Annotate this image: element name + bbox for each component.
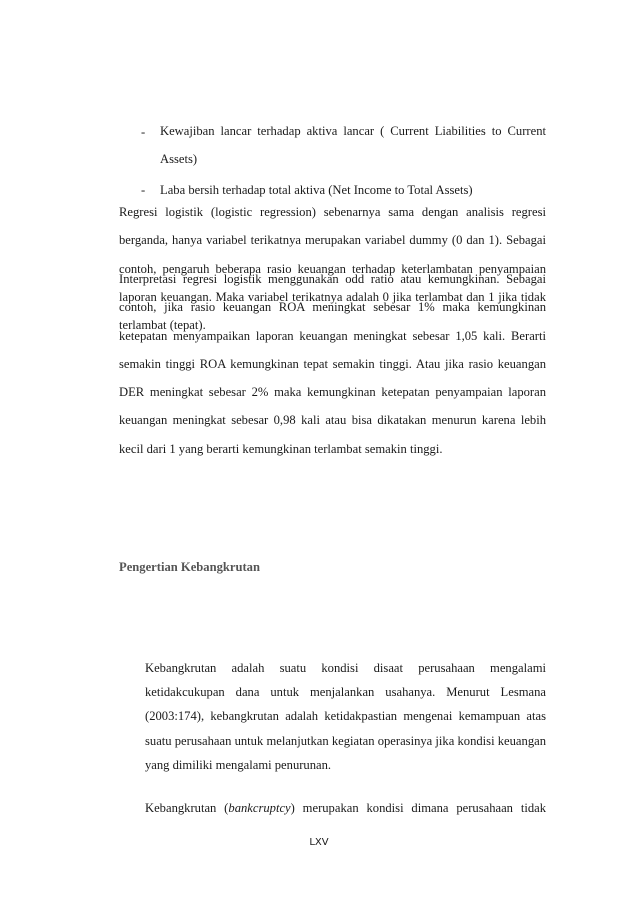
bullet-marker-2: - [141,183,146,197]
bullet-text-2: Laba bersih terhadap total aktiva (Net Income to Total Assets) [160,183,473,197]
bankruptcy-term: bankcruptcy [228,801,291,815]
paragraph-kebangkrutan-definition: Kebangkrutan adalah suatu kondisi disaat perusahaan mengalami ketidakcukupan dana untuk menjalankan usahanya. Menurut Lesmana (2003:174), kebangkrutan adalah ketidakpastian mengenai kemampuan atas suatu perusahaan untuk melanjutkan kegiatan operasinya jika kondisi keuangan yang dimiliki mengalami penurunan. [145,661,546,772]
paragraph-bankruptcy-end: ) merupakan kondisi dimana perusahaan tidak [290,801,547,815]
paragraph-bankruptcy-start: Kebangkrutan ( [145,801,229,815]
paragraph-logistic-regression: Regresi logistik (logistic regression) sebenarnya sama dengan analisis regresi berganda, hanya variabel terikatnya merupakan variabel dummy (0 dan 1). Sebagai contoh, pengaruh beberapa rasio keuangan terhadap keterlambatan penyampaian laporan keuangan. Maka variabel terikatnya adalah 0 jika terlambat dan 1 jika tidak terlambat (tepat). [119,205,546,333]
paragraph-interpretation: Interpretasi regresi logistik menggunakan odd ratio atau kemungkinan. Sebagai contoh, jika rasio keuangan ROA meningkat sebesar 1% maka kemungkinan ketepatan menyampaikan laporan keuangan meningkat sebesar 1,05 kali. Berarti semakin tinggi ROA kemungkinan tepat semakin tinggi. Atau jika rasio keuangan DER meningkat sebesar 2% maka kemungkinan ketepatan penyampaian laporan keuangan meningkat sebesar 0,98 kali atau bisa dikatakan menurun karena lebih kecil dari 1 yang berarti kemungkinan terlambat semakin tinggi. [119,272,546,456]
page-number: LXV [309,837,329,848]
bullet-marker-1: - [141,125,146,139]
bullet-text-1: Kewajiban lancar terhadap aktiva lancar ( Current Liabilities to Current Assets) [160,124,546,166]
paragraph-bankruptcy [145,796,546,820]
section-heading: Pengertian Kebangkrutan [119,560,260,574]
